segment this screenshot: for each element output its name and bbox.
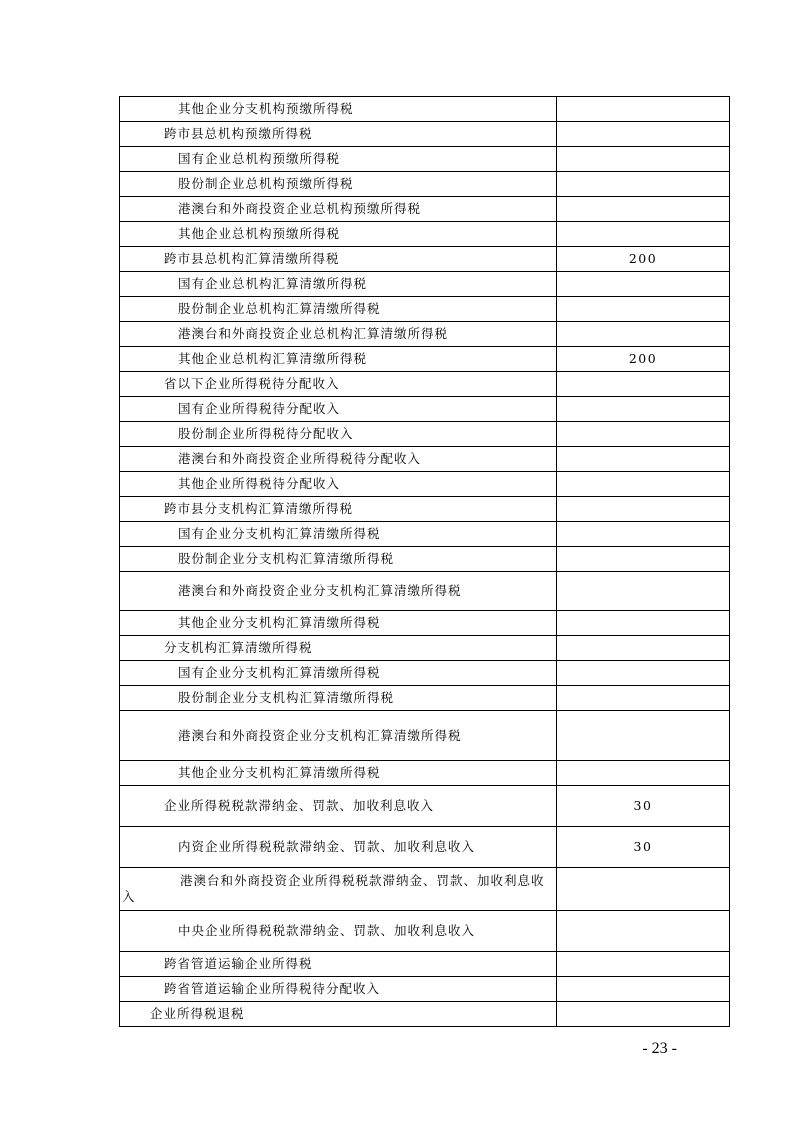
row-value <box>557 322 730 347</box>
row-label: 内资企业所得税税款滞纳金、罚款、加收利息收入 <box>120 827 557 868</box>
table-row <box>120 522 730 547</box>
table-row <box>120 977 730 1002</box>
table-row <box>120 422 730 447</box>
row-value: 200 <box>557 247 730 272</box>
row-value <box>557 147 730 172</box>
table-row <box>120 661 730 686</box>
row-label: 港澳台和外商投资企业总机构汇算清缴所得税 <box>120 322 557 347</box>
table-row <box>120 1002 730 1027</box>
row-value <box>557 572 730 611</box>
table-row <box>120 711 730 761</box>
row-value <box>557 372 730 397</box>
row-value <box>557 122 730 147</box>
row-label: 其他企业分支机构汇算清缴所得税 <box>120 611 557 636</box>
table-row <box>120 952 730 977</box>
row-label: 中央企业所得税税款滞纳金、罚款、加收利息收入 <box>120 911 557 952</box>
row-value <box>557 1002 730 1027</box>
row-value <box>557 497 730 522</box>
row-label: 跨省管道运输企业所得税待分配收入 <box>120 977 557 1002</box>
table-row <box>120 372 730 397</box>
table-row <box>120 572 730 611</box>
row-label: 国有企业分支机构汇算清缴所得税 <box>120 661 557 686</box>
row-label: 企业所得税退税 <box>120 1002 557 1027</box>
page-number: - 23 - <box>642 1040 677 1057</box>
row-value <box>557 222 730 247</box>
row-value <box>557 197 730 222</box>
row-label: 股份制企业总机构汇算清缴所得税 <box>120 297 557 322</box>
row-value <box>557 686 730 711</box>
row-label: 国有企业总机构预缴所得税 <box>120 147 557 172</box>
table-row <box>120 786 730 827</box>
table-row <box>120 322 730 347</box>
table-row <box>120 497 730 522</box>
table-row <box>120 911 730 952</box>
table-row <box>120 611 730 636</box>
row-label: 跨省管道运输企业所得税 <box>120 952 557 977</box>
row-label: 其他企业分支机构汇算清缴所得税 <box>120 761 557 786</box>
table-row <box>120 247 730 272</box>
row-value <box>557 522 730 547</box>
row-value <box>557 868 730 911</box>
row-value <box>557 636 730 661</box>
row-label: 股份制企业分支机构汇算清缴所得税 <box>120 547 557 572</box>
table-row <box>120 97 730 122</box>
row-label: 国有企业总机构汇算清缴所得税 <box>120 272 557 297</box>
table-row <box>120 222 730 247</box>
row-value: 30 <box>557 786 730 827</box>
row-label: 港澳台和外商投资企业总机构预缴所得税 <box>120 197 557 222</box>
row-value <box>557 952 730 977</box>
row-value <box>557 711 730 761</box>
table-row <box>120 297 730 322</box>
row-value <box>557 661 730 686</box>
table-row <box>120 827 730 868</box>
row-label: 其他企业所得税待分配收入 <box>120 472 557 497</box>
table-row <box>120 347 730 372</box>
row-label: 港澳台和外商投资企业分支机构汇算清缴所得税 <box>120 572 557 611</box>
row-value <box>557 397 730 422</box>
row-label: 港澳台和外商投资企业分支机构汇算清缴所得税 <box>120 711 557 761</box>
table-row <box>120 122 730 147</box>
row-label: 其他企业总机构预缴所得税 <box>120 222 557 247</box>
row-label: 股份制企业所得税待分配收入 <box>120 422 557 447</box>
table-row <box>120 636 730 661</box>
row-value <box>557 297 730 322</box>
table-row <box>120 686 730 711</box>
row-value <box>557 761 730 786</box>
table-row <box>120 547 730 572</box>
table-row <box>120 272 730 297</box>
row-value <box>557 472 730 497</box>
table-row <box>120 397 730 422</box>
row-label: 港澳台和外商投资企业所得税税款滞纳金、罚款、加收利息收入 <box>120 868 557 911</box>
row-label: 港澳台和外商投资企业所得税待分配收入 <box>120 447 557 472</box>
table-row <box>120 447 730 472</box>
row-value: 30 <box>557 827 730 868</box>
table-row <box>120 472 730 497</box>
row-value <box>557 547 730 572</box>
row-value <box>557 447 730 472</box>
row-label: 跨市县总机构汇算清缴所得税 <box>120 247 557 272</box>
table-row <box>120 197 730 222</box>
table-row <box>120 147 730 172</box>
table-row <box>120 868 730 911</box>
row-value <box>557 272 730 297</box>
row-label: 国有企业所得税待分配收入 <box>120 397 557 422</box>
row-label: 跨市县分支机构汇算清缴所得税 <box>120 497 557 522</box>
row-value: 200 <box>557 347 730 372</box>
row-label: 股份制企业总机构预缴所得税 <box>120 172 557 197</box>
row-value <box>557 172 730 197</box>
row-label: 企业所得税税款滞纳金、罚款、加收利息收入 <box>120 786 557 827</box>
row-label: 其他企业分支机构预缴所得税 <box>120 97 557 122</box>
table-row <box>120 761 730 786</box>
row-value <box>557 977 730 1002</box>
row-value <box>557 97 730 122</box>
row-value <box>557 611 730 636</box>
row-label: 省以下企业所得税待分配收入 <box>120 372 557 397</box>
row-value <box>557 422 730 447</box>
row-value <box>557 911 730 952</box>
row-label: 其他企业总机构汇算清缴所得税 <box>120 347 557 372</box>
row-label: 国有企业分支机构汇算清缴所得税 <box>120 522 557 547</box>
tax-item-table <box>119 96 730 1027</box>
row-label: 跨市县总机构预缴所得税 <box>120 122 557 147</box>
row-label: 分支机构汇算清缴所得税 <box>120 636 557 661</box>
table-row <box>120 172 730 197</box>
row-label: 股份制企业分支机构汇算清缴所得税 <box>120 686 557 711</box>
